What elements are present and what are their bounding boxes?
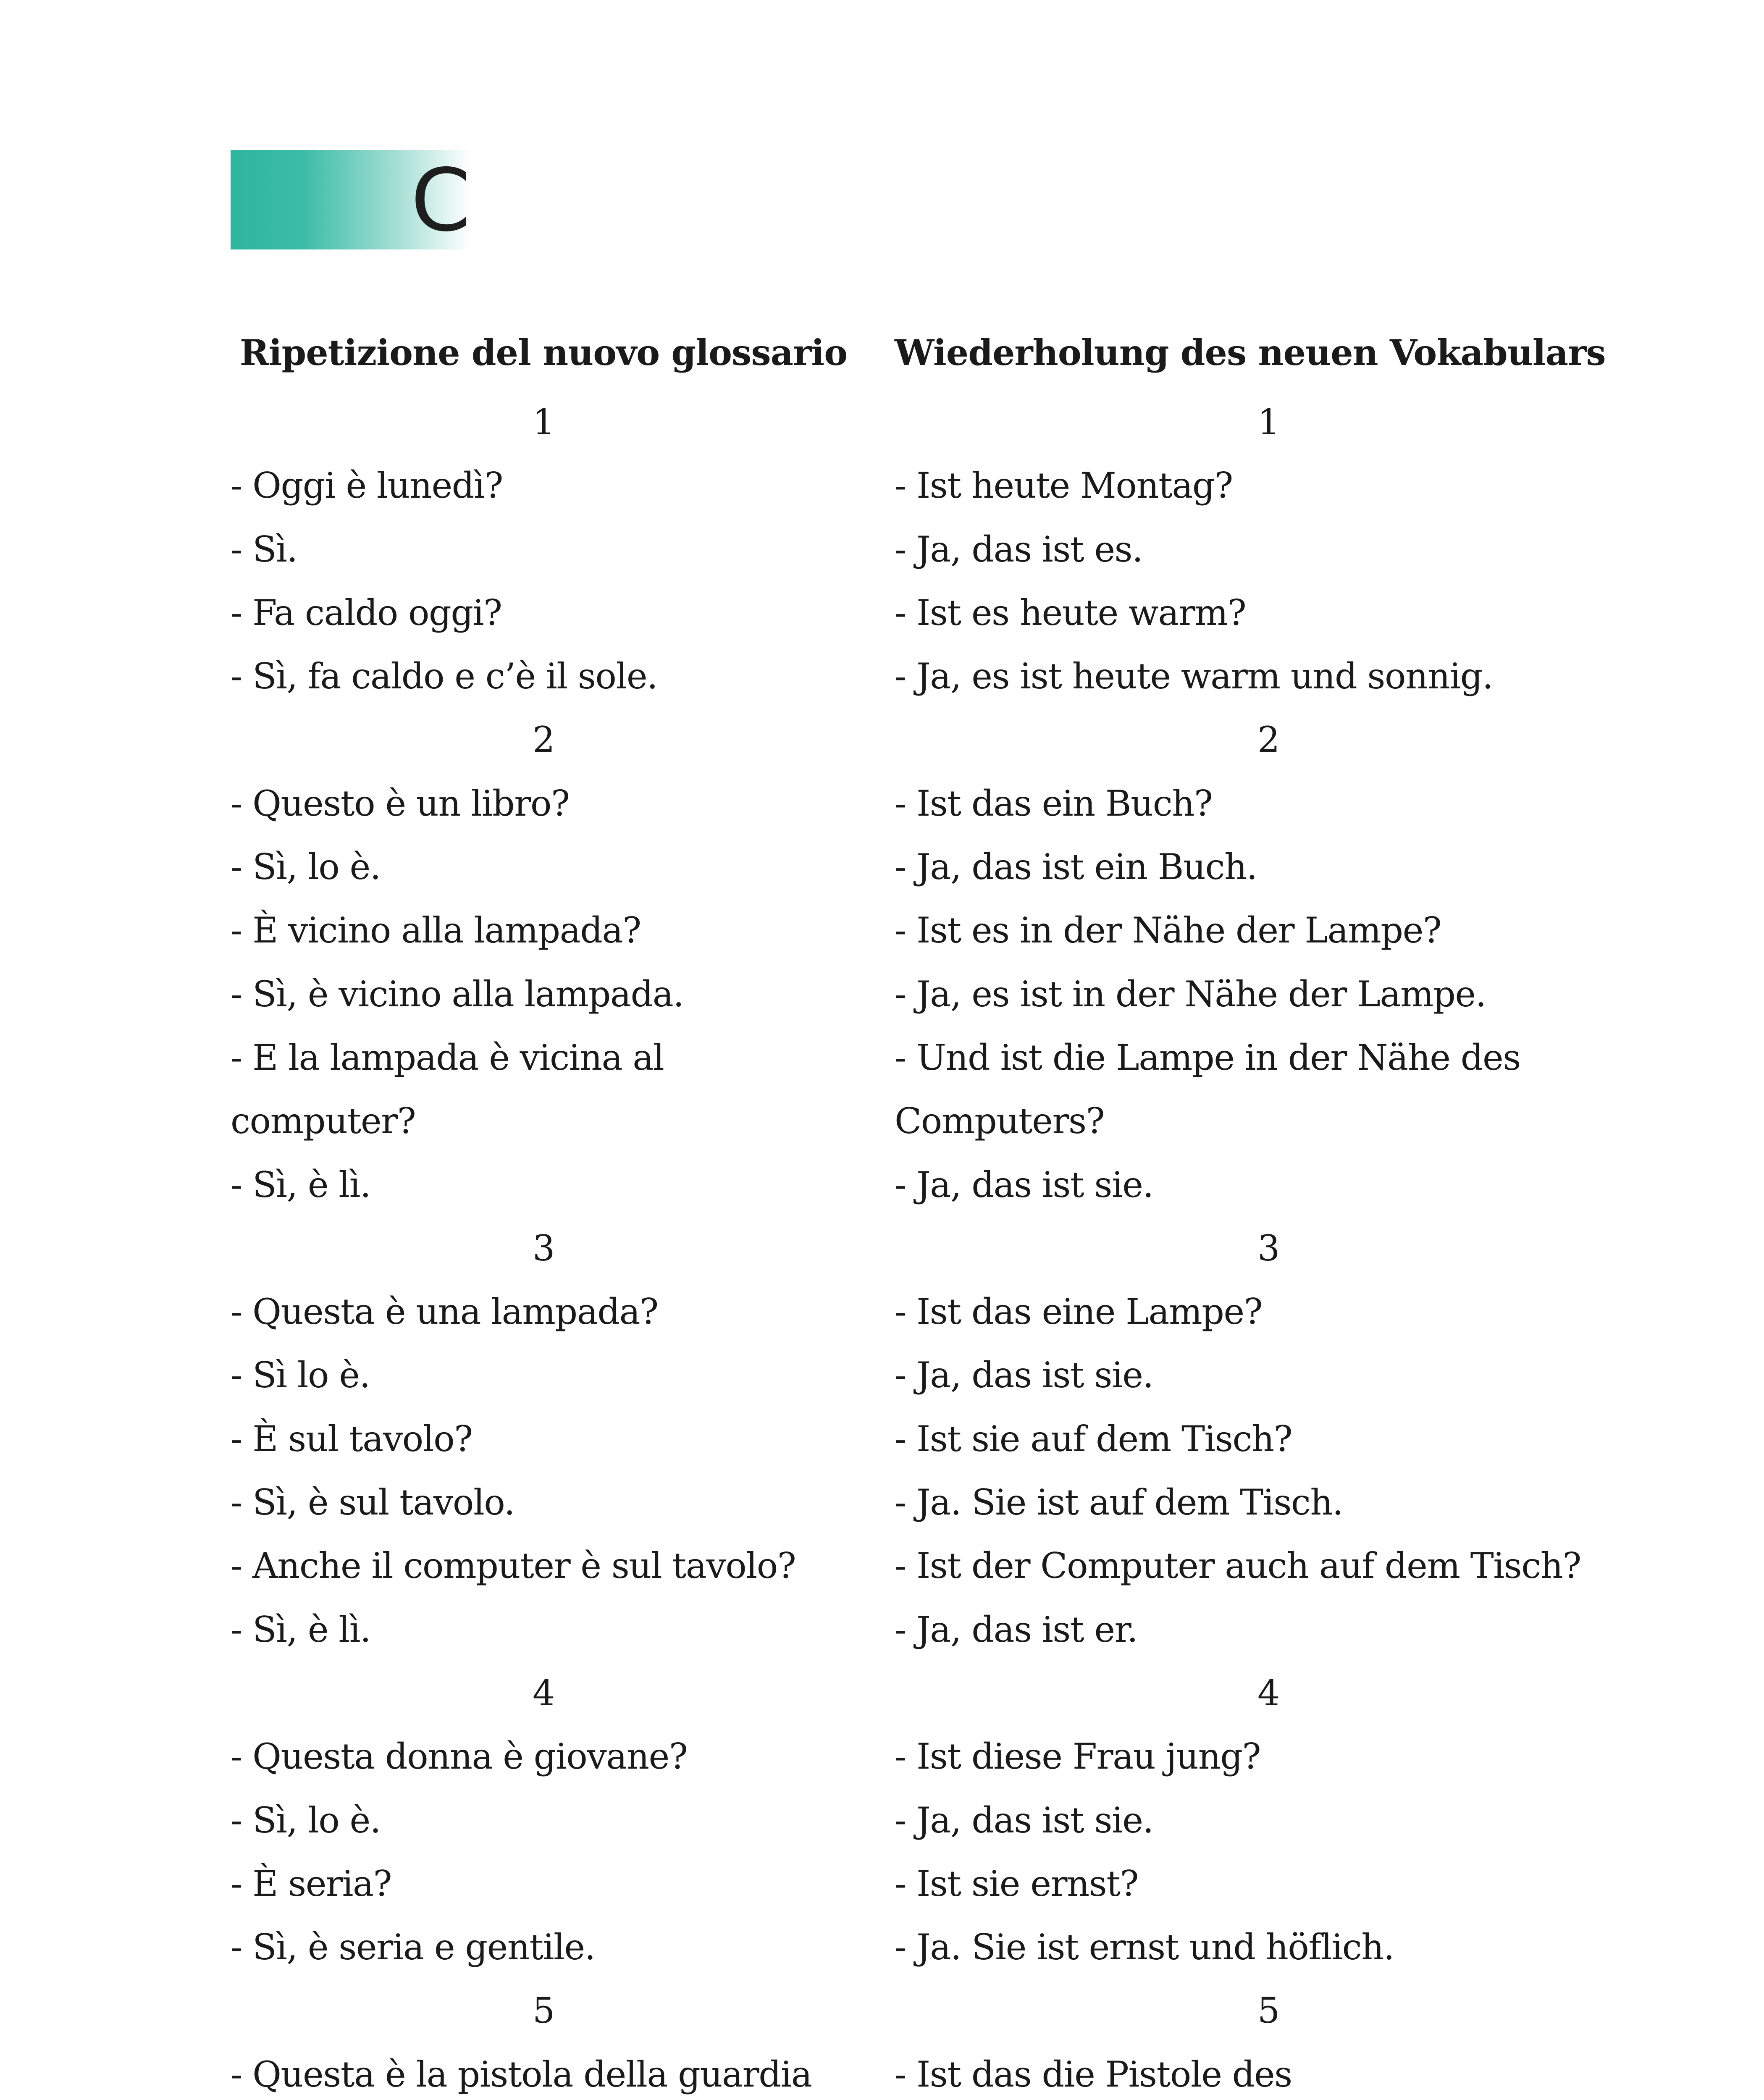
dialogue-line: - Sì, è lì. [231,1609,371,1650]
chapter-badge [231,150,471,249]
section-number: 3 [533,1227,554,1269]
dialogue-line: - Sì, è lì. [231,1164,371,1205]
dialogue-line: - Sì. [231,528,297,570]
dialogue-line: - Ja, das ist sie. [895,1164,1153,1205]
dialogue-line: - Ist diese Frau jung? [895,1736,1261,1777]
italian-lines [231,391,856,2100]
dialogue-line: - Sì, lo è. [231,846,381,888]
dialogue-line: - Ist sie ernst? [895,1863,1139,1904]
italian-heading: Ripetizione del nuovo glossario [239,332,848,373]
dialogue-line: - È vicino alla lampada? [231,910,641,951]
dialogue-line: - Ja. Sie ist ernst und höflich. [895,1927,1394,1968]
section-number: 2 [533,719,554,761]
dialogue-line: - Sì, fa caldo e c’è il sole. [231,656,658,697]
dialogue-line: - Ja, es ist heute warm und sonnig. [895,656,1493,697]
section-number: 1 [533,402,554,443]
dialogue-line: - Sì lo è. [231,1354,370,1396]
dialogue-line: - Ist sie auf dem Tisch? [895,1418,1292,1460]
german-heading: Wiederholung des neuen Vokabulars [895,332,1606,373]
dialogue-line: - Ja, das ist es. [895,528,1143,570]
italian-column [231,328,856,2100]
dialogue-line: - Und ist die Lampe in der Nähe des [895,1037,1520,1078]
dialogue-line: - Anche il computer è sul tavolo? [231,1545,796,1587]
german-column [895,328,1642,2100]
dialogue-line: - Questo è un libro? [231,782,570,824]
dialogue-line: - Ja, es ist in der Nähe der Lampe. [895,973,1486,1015]
section-number: 4 [533,1672,554,1714]
dialogue-line: - Questa donna è giovane? [231,1736,688,1777]
dialogue-line: - Sì, è sul tavolo. [231,1482,515,1523]
dialogue-line: Computers? [895,1100,1105,1142]
dialogue-line: - Fa caldo oggi? [231,592,502,633]
dialogue-line: - Ja, das ist er. [895,1609,1138,1650]
dialogue-line: - Ist der Computer auch auf dem Tisch? [895,1545,1581,1587]
dialogue-line: - Sì, è vicino alla lampada. [231,973,684,1015]
dialogue-line: - Questa è una lampada? [231,1291,658,1333]
dialogue-line: - Ist das eine Lampe? [895,1291,1263,1333]
section-number: 2 [1257,719,1279,761]
dialogue-line: - Sì, è seria e gentile. [231,1927,595,1968]
dialogue-line: - Ja, das ist sie. [895,1354,1153,1396]
dialogue-line: - Ja, das ist ein Buch. [895,846,1257,888]
dialogue-line: - E la lampada è vicina al [231,1037,664,1078]
dialogue-line: computer? [231,1100,416,1142]
dialogue-line: - Sì, lo è. [231,1799,381,1841]
dialogue-line: - Ja, das ist sie. [895,1799,1153,1841]
dialogue-line: - Ist es in der Nähe der Lampe? [895,910,1441,951]
dialogue-line: - Ist es heute warm? [895,592,1246,633]
section-number: 4 [1257,1672,1279,1714]
dialogue-line: - Ist heute Montag? [895,465,1233,507]
section-number: 1 [1257,402,1279,443]
german-lines [895,391,1642,2100]
section-number: 5 [1257,1990,1279,2032]
dialogue-line: - Ja. Sie ist auf dem Tisch. [895,1482,1343,1523]
section-number: 3 [1257,1227,1279,1269]
chapter-letter: C [410,151,471,251]
dialogue-line: - Ist das ein Buch? [895,782,1213,824]
dialogue-line: - Oggi è lunedì? [231,465,503,507]
dialogue-line: - È seria? [231,1863,392,1904]
section-number: 5 [533,1990,554,2032]
dialogue-line: - Questa è la pistola della guardia [231,2053,812,2095]
dialogue-line: - Ist das die Pistole des [895,2053,1292,2095]
dialogue-line: - È sul tavolo? [231,1418,472,1460]
